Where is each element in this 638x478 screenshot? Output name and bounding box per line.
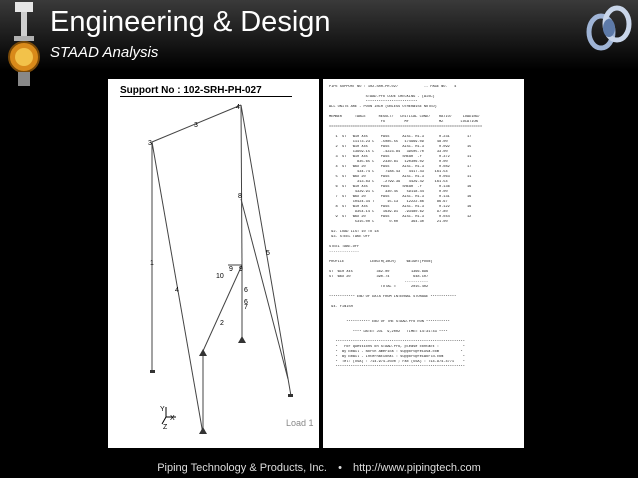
report-line: STEEL TAKE-OFF	[329, 245, 360, 249]
report-line: 7 ST W6X 20 PASS AISC- H1-3 0.131 16	[329, 195, 472, 199]
report-line: 93. STEEL TAKE OFF	[329, 235, 370, 239]
report-line: 434.74 C 7188.43 4417.43 161.54	[329, 170, 448, 174]
node-label: 3	[194, 122, 198, 129]
report-line: * Tel: (USA) : 714-974-2500 ; Fax (USA) : 714-974-4771 *	[329, 360, 465, 364]
report-line: *********** END OF THE STAAD.Pro RUN ***********	[329, 320, 450, 324]
node-label: 5	[266, 250, 270, 257]
footer-company: Piping Technology & Products, Inc.	[157, 462, 327, 474]
report-line: 4 ST W6X 20 PASS AISC- H1-3 0.082 17	[329, 165, 472, 169]
report-line: FX MY MZ LOCATION	[329, 120, 478, 124]
report-line: 9 ST W6X 20 PASS AISC- H1-3 0.044 12	[329, 215, 472, 219]
report-line: 4329.91 C 330.45 59118.44 0.00	[329, 190, 448, 194]
support-number-title: Support No : 102-SRH-PH-027	[120, 85, 292, 97]
report-line: 1 ST W10 X45 PASS AISC- H1-3 0.231 17	[329, 135, 472, 139]
node-label: 6	[244, 287, 248, 294]
structure-model-panel	[108, 79, 319, 448]
node-label: 6	[244, 299, 248, 306]
company-logo-icon	[2, 2, 46, 88]
report-line: 11173.23 C -5085.55 174969.09 48.00	[329, 140, 448, 144]
report-line: MEMBER TABLE RESULT/ CRITICAL COND/ RATIO/ LOADING/	[329, 115, 480, 119]
report-line: ************ END OF DATA FROM INTERNAL STORAGE ************	[329, 295, 457, 299]
node-label: 8	[238, 193, 242, 200]
report-line: 8 ST W10 X45 PASS AISC- H1-3 0.122 16	[329, 205, 472, 209]
node-label: 4	[236, 104, 240, 111]
page-title: Engineering & Design	[50, 6, 331, 38]
report-line: PROFILE LENGTH(INCH) WEIGHT(POUN)	[329, 260, 433, 264]
report-line: 5315.00 C 0.00 364.30 21.00	[329, 220, 448, 224]
node-label: 4	[175, 287, 179, 294]
report-line: -----------	[329, 280, 429, 284]
footer	[0, 458, 638, 478]
node-label: 10	[216, 273, 224, 280]
report-line: 13959.15 C -4223.84 39505.70 33.00	[329, 150, 448, 154]
node-label: 1	[150, 260, 154, 267]
report-line: ************************************************************	[329, 340, 465, 344]
pipe-rings-icon	[583, 2, 635, 54]
axis-y-label: Y	[160, 406, 165, 413]
report-line: * For questions on STAAD.Pro, please contact : *	[329, 345, 465, 349]
node-label: 2	[220, 320, 224, 327]
report-line: ************************************************************	[329, 365, 465, 369]
page-subtitle: STAAD Analysis	[50, 44, 159, 61]
report-line: 92. LOAD LIST 10 TO 18	[329, 230, 379, 234]
report-line: STAAD.Pro CODE CHECKING - (AISC)	[329, 95, 435, 99]
report-line: TOTAL = 2015.402	[329, 285, 429, 289]
axis-x-label: X	[170, 415, 175, 422]
axis-z-label: Z	[163, 424, 168, 431]
report-line: 5 ST W6X 20 PASS AISC- H1-3 0.063 11	[329, 175, 472, 179]
report-line: * By Email - North America : support@reiusa.com *	[329, 350, 463, 354]
report-line: 9354.14 C 1639.91 -93480.62 97.80	[329, 210, 448, 214]
report-line: 835.65 C 2330.81 120306.02 0.00	[329, 160, 448, 164]
report-line: 10424.34 T 15.13 12222.86 86.67	[329, 200, 448, 204]
report-line: **** DATE= JUL 9,2002 TIME= 14:31:43 ****	[329, 330, 448, 334]
footer-url-link[interactable]: http://www.pipingtech.com	[352, 462, 481, 474]
report-line: ALL UNITS ARE - POUN INCH (UNLESS OTHERWISE NOTED)	[329, 105, 437, 109]
report-line: 6 ST W10 X45 PASS SHEAR -Y 0.136 16	[329, 185, 472, 189]
report-line: ST W6X 20 390.74 648.107	[329, 275, 429, 279]
footer-separator: •	[338, 462, 342, 474]
node-label: 9	[229, 266, 233, 273]
report-line: --------------	[329, 250, 360, 254]
report-line: ************************	[329, 100, 418, 104]
report-line: PIPE SUPPORT NO : 102-SRH-PH-027 -- PAGE NO. 4	[329, 85, 457, 89]
staad-output-report	[323, 79, 524, 448]
report-line: ST W10 X45 362.00 1366.896	[329, 270, 429, 274]
structure-model-drawing	[108, 79, 319, 448]
node-label: 9	[239, 266, 243, 273]
report-line: * By Email - International : support@reiworld.com *	[329, 355, 465, 359]
report-text	[329, 85, 519, 370]
report-line: 94. FINISH	[329, 305, 353, 309]
load-case-label: Load 1	[286, 418, 314, 428]
node-label: 3	[148, 140, 152, 147]
node-label: 7	[244, 304, 248, 311]
report-line: 313.83 C -2799.39 4429.42 161.54	[329, 180, 448, 184]
report-line: 2 ST W10 X45 PASS AISC- H1-3 0.092 15	[329, 145, 472, 149]
report-line: =======================================================================	[329, 125, 483, 129]
report-line: 3 ST W10 X45 PASS SHEAR -Y 0.372 11	[329, 155, 472, 159]
